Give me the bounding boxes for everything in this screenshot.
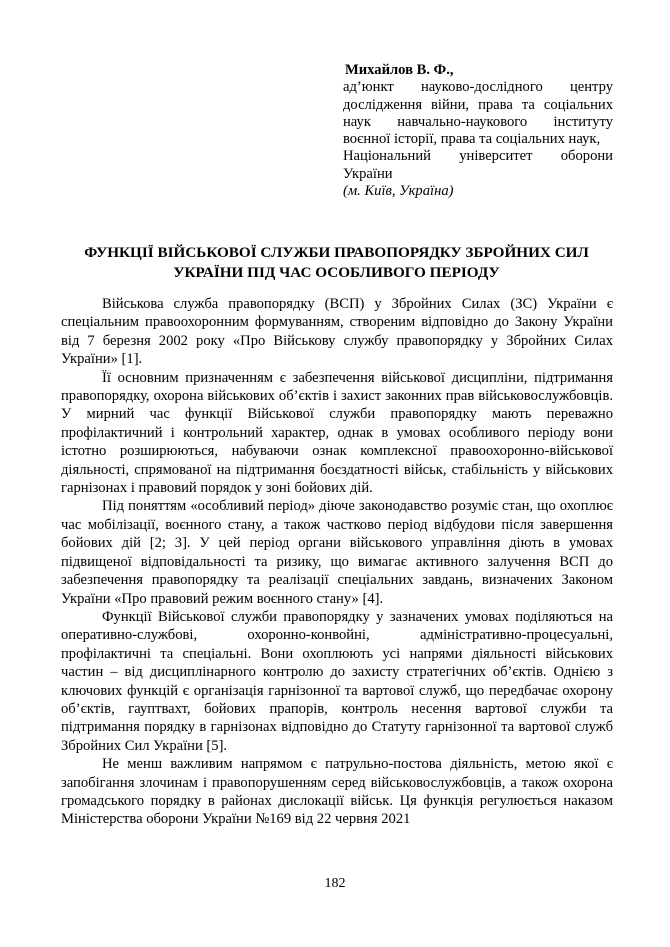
author-city: (м. Київ, Україна): [343, 183, 454, 200]
author-name: Михайлов В. Ф.,: [345, 62, 454, 78]
paragraph: Функції Військової служби правопорядку у зазначених умовах поділяються на оперативно-службові, охоронно-конвойні, адміністративно-процесуальні, профілактичні та спеціальні. Вони охоплюють усі напрями діяльності військових частин – від дисциплінарного контролю до захисту стратегічних об’єктів. Однією з ключових функцій є організація гарнізонної та вартової служб, що передбачає охорону об’єктів, гауптвахт, бойових прапорів, контроль несення вартової служби та підтримання порядку в гарнізонах відповідно до Статуту гарнізонної та вартової служб Збройних Сил України [5].: [61, 608, 613, 754]
paragraph: Військова служба правопорядку (ВСП) у Збройних Силах (ЗС) України є спеціальним правоохоронним формуванням, створеним відповідно до Закону України від 7 березня 2002 року «Про Військову службу правопорядку у Збройних Силах України» [1].: [61, 296, 613, 368]
paragraph: Її основним призначенням є забезпечення військової дисципліни, підтримання правопорядку, охорона військових об’єктів і захист законних прав військовослужбовців. У мирний час функції Військової служби правопорядку мають переважно профілактичний і контрольний характер, однак в умовах особливого періоду вони істотно розширюються, набуваючи ознак комплексної правоохоронно-військової діяльності, спрямованої на підтримання боєздатності військ, стабільність у військових гарнізонах і правовий порядок у зоні бойових дій.: [61, 369, 613, 497]
page-number: 182: [324, 876, 346, 891]
author-university: Національний університет оборони України: [343, 148, 613, 182]
article-body: [61, 295, 613, 829]
author-position: ад’юнкт науково-дослідного центру дослідження війни, права та соціальних наук навчально-наукового інституту воєнної історії, права та соціальних наук,: [343, 79, 613, 148]
author-block: [343, 62, 613, 200]
paragraph: Не менш важливим напрямом є патрульно-постова діяльність, метою якої є запобігання злочинам і правопорушенням серед військовослужбовців, а також охорона громадського порядку в районах дислокації військ. Ця функція регулюється наказом Міністерства оборони України №169 від 22 червня 2021: [61, 756, 613, 828]
article-title: ФУНКЦІЇ ВІЙСЬКОВОЇ СЛУЖБИ ПРАВОПОРЯДКУ ЗБРОЙНИХ СИЛ УКРАЇНИ ПІД ЧАС ОСОБЛИВОГО ПЕРІОДУ: [84, 244, 589, 281]
paragraph: Під поняттям «особливий період» діюче законодавство розуміє стан, що охоплює час мобілізації, воєнного стану, а також частково період відбудови після завершення бойових дій [2; 3]. У цей період органи військового управління діють в умовах підвищеної відповідальності та ризику, що вимагає активного залучення ВСП до забезпечення правопорядку та реалізації спеціальних завдань, визначених Законом України «Про правовий режим воєнного стану» [4].: [61, 498, 613, 607]
